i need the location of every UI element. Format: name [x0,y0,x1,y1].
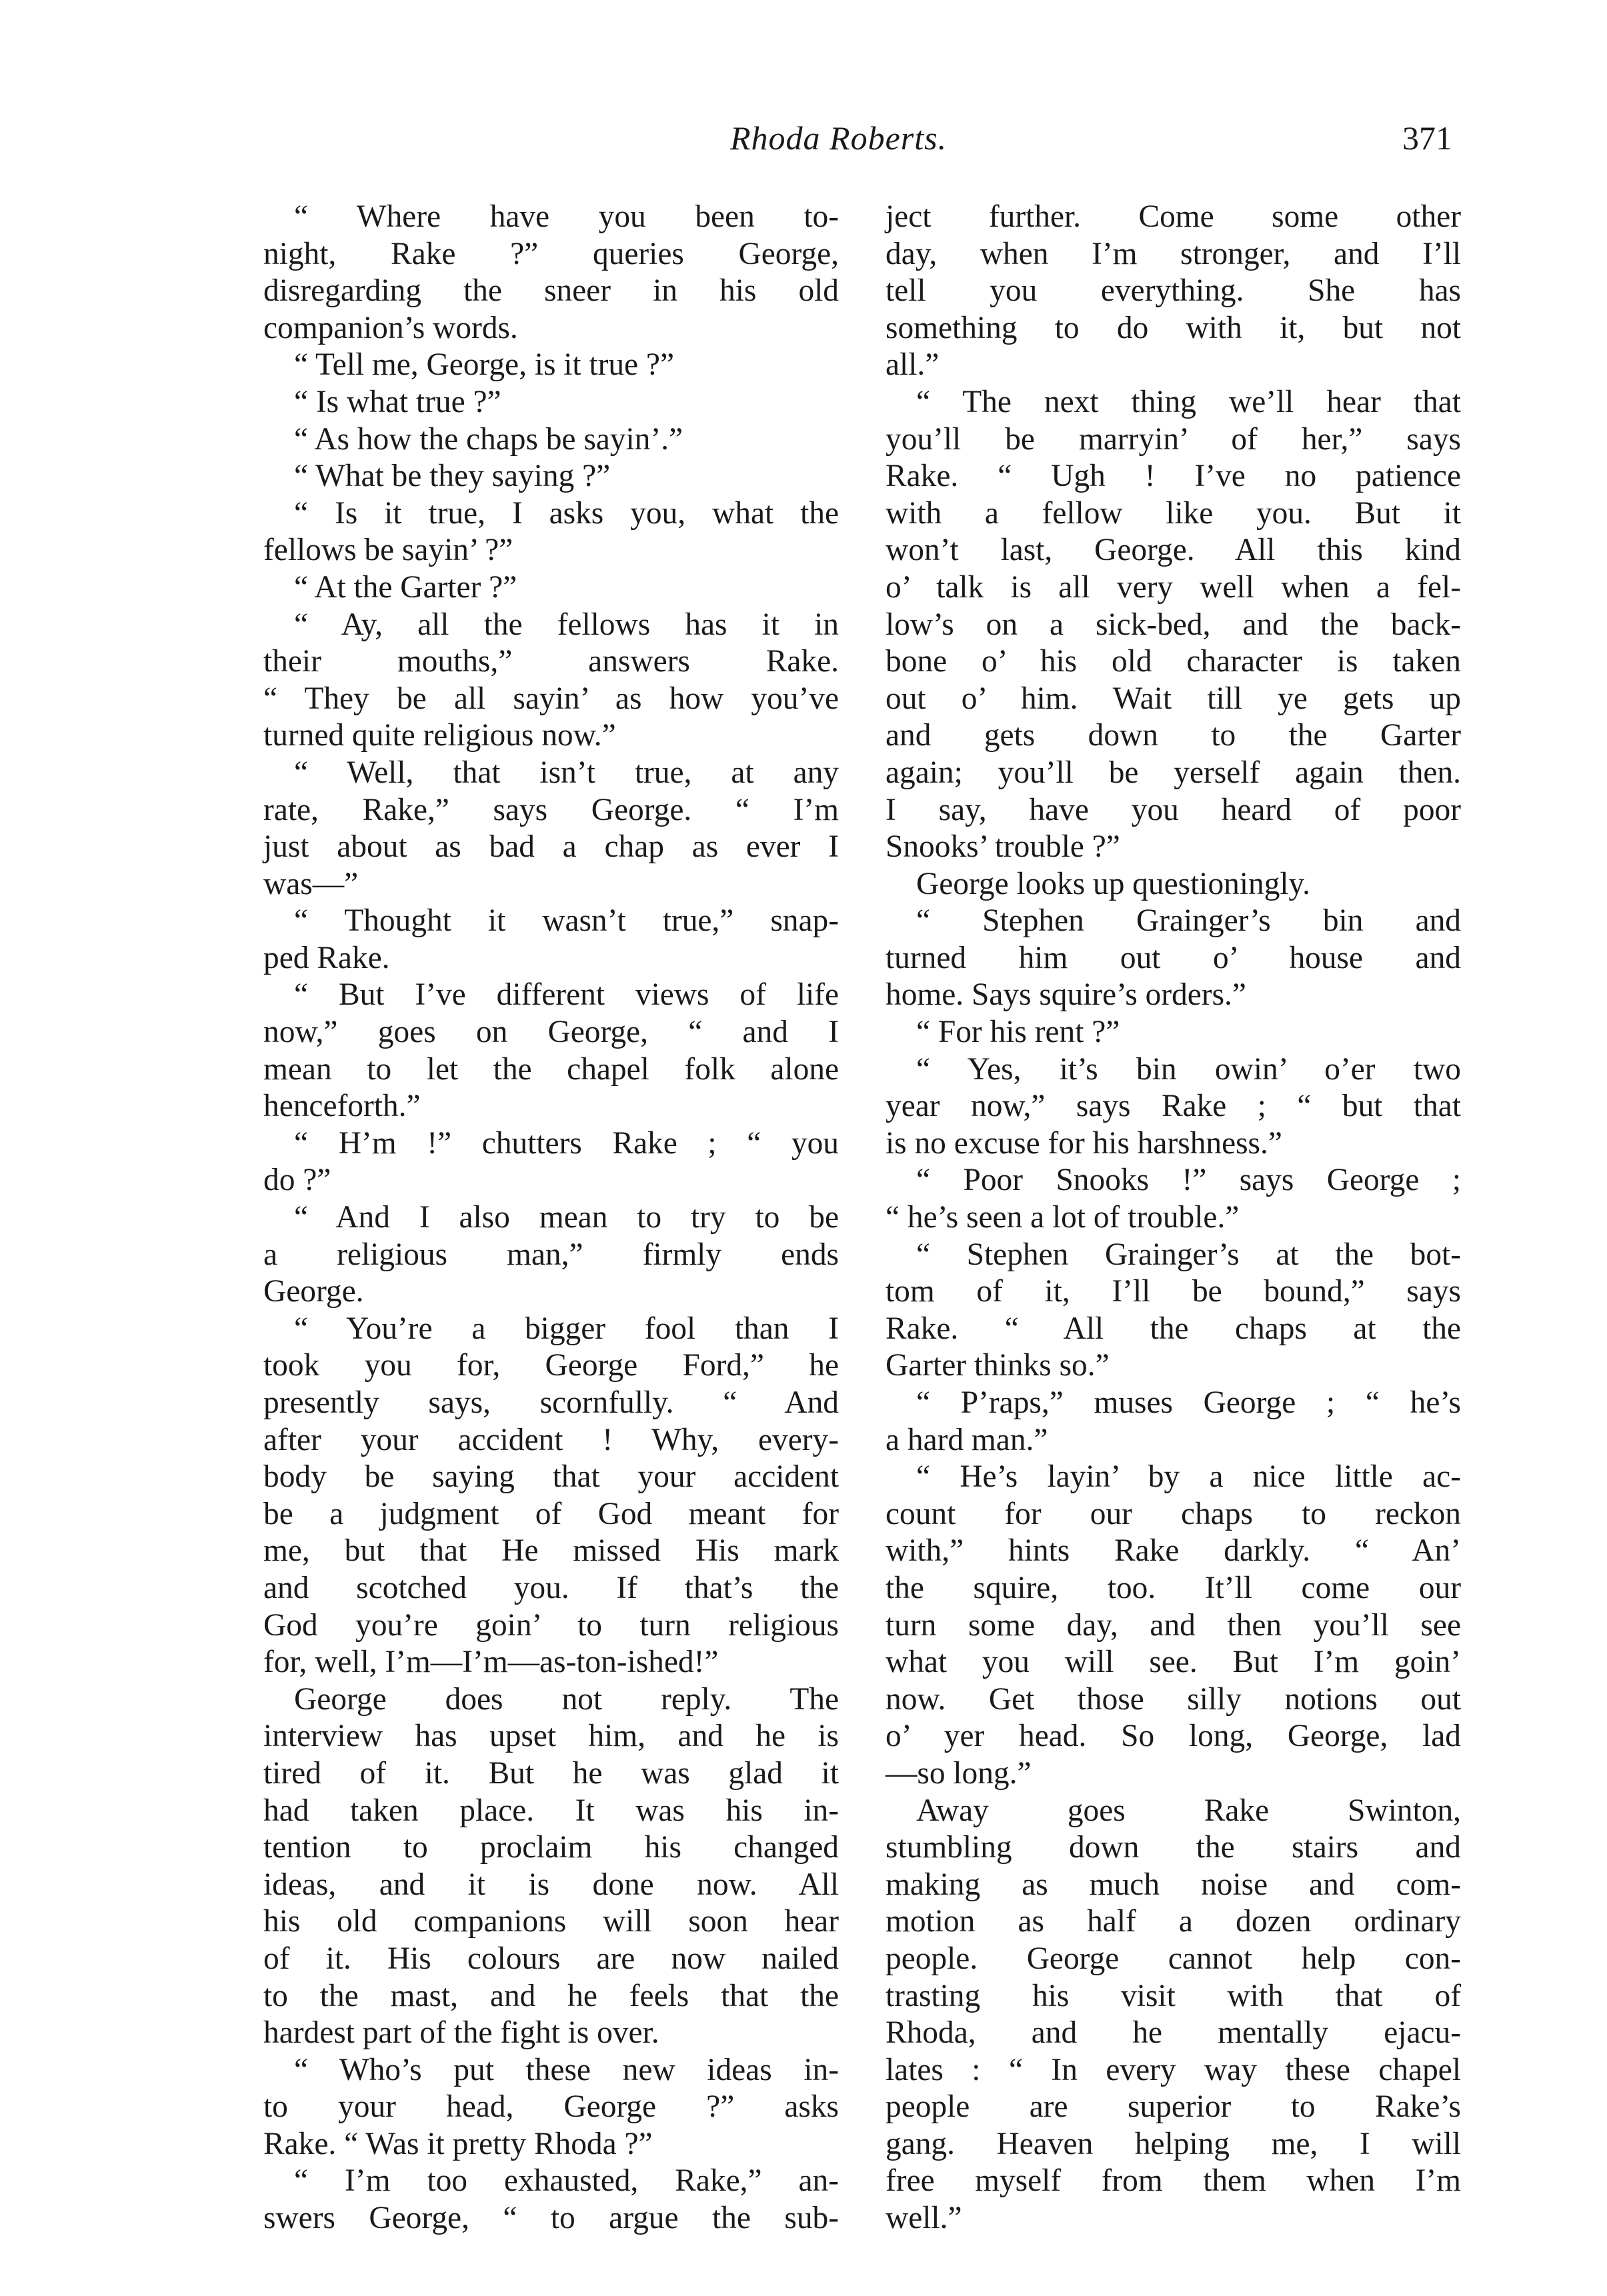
text-line: “ What be they saying ?” [294,459,611,494]
text-line: won’t last, George. All this kind [886,533,1461,568]
text-line: turned quite religious now.” [263,718,616,753]
text-line: Snooks’ trouble ?” [886,829,1120,865]
text-line: “ They be all sayin’ as how you’ve [263,681,839,716]
text-line: again; you’ll be yerself again then. [886,755,1461,790]
text-line: and gets down to the Garter [886,718,1461,753]
text-line: George does not reply. The [294,1681,839,1717]
text-line: free myself from them when I’m [886,2163,1461,2199]
text-line: “ As how the chaps be sayin’.” [294,421,683,457]
text-line: well.” [886,2201,962,2236]
text-line: ject further. Come some other [886,199,1461,234]
text-line: and scotched you. If that’s the [263,1570,839,1605]
text-column-right [886,199,1461,2237]
text-line: trasting his visit with that of [886,1978,1461,2013]
text-line: their mouths,” answers Rake. [263,644,839,679]
text-line: henceforth.” [263,1089,421,1124]
text-line: now,” goes on George, “ and I [263,1015,839,1050]
running-title: Rhoda Roberts. [730,119,948,157]
text-line: “ Stephen Grainger’s at the bot- [916,1237,1461,1272]
text-line: Rake. “ All the chaps at the [886,1311,1461,1346]
text-line: “ At the Garter ?” [294,569,517,605]
text-line: Rake. “ Ugh ! I’ve no patience [886,459,1461,494]
page-number: 371 [1402,119,1452,157]
text-line: tell you everything. She has [886,273,1461,309]
text-line: fellows be sayin’ ?” [263,533,513,568]
text-line: tired of it. But he was glad it [263,1755,839,1791]
text-line: disregarding the sneer in his old [263,273,839,309]
text-line: stumbling down the stairs and [886,1830,1461,1865]
text-line: I say, have you heard of poor [886,792,1461,827]
text-line: “ Ay, all the fellows has it in [294,607,839,642]
text-line: count for our chaps to reckon [886,1496,1461,1531]
text-line: “ For his rent ?” [916,1015,1120,1050]
text-line: Rake. “ Was it pretty Rhoda ?” [263,2126,653,2161]
text-line: turned him out o’ house and [886,940,1461,975]
text-line: Garter thinks so.” [886,1348,1110,1383]
text-line: “ Is what true ?” [294,384,501,419]
text-line: bone o’ his old character is taken [886,644,1461,679]
text-line: “ And I also mean to try to be [294,1200,839,1235]
text-line: to the mast, and he feels that the [263,1978,839,2013]
text-line: “ H’m !” chutters Rake ; “ you [294,1125,839,1161]
text-line: —so long.” [886,1755,1032,1791]
text-line: “ Thought it wasn’t true,” snap- [294,903,839,939]
text-line: do ?” [263,1163,331,1198]
text-line: was—” [263,866,359,901]
text-line: just about as bad a chap as ever I [263,829,839,865]
text-line: for, well, I’m—I’m—as-ton-ished!” [263,1645,719,1680]
text-line: a hard man.” [886,1422,1048,1457]
text-line: night, Rake ?” queries George, [263,236,839,271]
text-line: Rhoda, and he mentally ejacu- [886,2015,1461,2051]
text-line: year now,” says Rake ; “ but that [886,1089,1461,1124]
text-line: Away goes Rake Swinton, [916,1793,1461,1828]
text-line: home. Says squire’s orders.” [886,977,1246,1013]
text-line: interview has upset him, and he is [263,1719,839,1754]
text-line: rate, Rake,” says George. “ I’m [263,792,839,827]
text-line: his old companions will soon hear [263,1904,839,1939]
text-line: George. [263,1274,364,1309]
text-line: “ Well, that isn’t true, at any [294,755,839,790]
text-line: with,” hints Rake darkly. “ An’ [886,1533,1461,1569]
text-line: “ Who’s put these new ideas in- [294,2052,839,2087]
text-line: had taken place. It was his in- [263,1793,839,1828]
text-line: “ I’m too exhausted, Rake,” an- [294,2163,839,2199]
text-line: companion’s words. [263,310,518,345]
text-line: body be saying that your accident [263,1459,839,1495]
text-line: “ You’re a bigger fool than I [294,1311,839,1346]
text-line: with a fellow like you. But it [886,495,1461,531]
text-line: presently says, scornfully. “ And [263,1385,839,1420]
text-line: lates : “ In every way these chapel [886,2052,1461,2087]
text-line: gang. Heaven helping me, I will [886,2126,1461,2161]
text-line: mean to let the chapel folk alone [263,1051,839,1087]
text-line: God you’re goin’ to turn religious [263,1607,839,1643]
text-line: tention to proclaim his changed [263,1830,839,1865]
text-line: “ He’s layin’ by a nice little ac- [916,1459,1461,1495]
text-line: what you will see. But I’m goin’ [886,1645,1461,1680]
text-line: me, but that He missed His mark [263,1533,839,1569]
text-line: low’s on a sick-bed, and the back- [886,607,1461,642]
text-line: “ P’raps,” muses George ; “ he’s [916,1385,1461,1420]
text-line: you’ll be marryin’ of her,” says [886,421,1461,457]
text-line: after your accident ! Why, every- [263,1422,839,1457]
text-line: o’ talk is all very well when a fel- [886,569,1461,605]
text-line: out o’ him. Wait till ye gets up [886,681,1461,716]
text-line: “ Yes, it’s bin owin’ o’er two [916,1051,1461,1087]
text-line: people are superior to Rake’s [886,2089,1461,2125]
text-line: now. Get those silly notions out [886,1681,1461,1717]
text-line: the squire, too. It’ll come our [886,1570,1461,1605]
text-line: be a judgment of God meant for [263,1496,839,1531]
text-line: George looks up questioningly. [916,866,1311,901]
text-line: making as much noise and com- [886,1867,1461,1902]
text-line: swers George, “ to argue the sub- [263,2201,839,2236]
text-line: all.” [886,347,940,383]
text-line: turn some day, and then you’ll see [886,1607,1461,1643]
text-line: “ Where have you been to- [294,199,839,234]
text-line: to your head, George ?” asks [263,2089,839,2125]
text-line: “ he’s seen a lot of trouble.” [886,1200,1240,1235]
text-line: o’ yer head. So long, George, lad [886,1719,1461,1754]
text-line: of it. His colours are now nailed [263,1941,839,1976]
text-line: is no excuse for his harshness.” [886,1125,1282,1161]
text-line: “ But I’ve different views of life [294,977,839,1013]
text-line: “ Is it true, I asks you, what the [294,495,839,531]
text-line: ped Rake. [263,940,390,975]
text-line: a religious man,” firmly ends [263,1237,839,1272]
text-line: ideas, and it is done now. All [263,1867,839,1902]
text-line: something to do with it, but not [886,310,1461,345]
text-line: motion as half a dozen ordinary [886,1904,1461,1939]
text-column-left [263,199,839,2237]
text-line: “ Tell me, George, is it true ?” [294,347,675,383]
text-line: took you for, George Ford,” he [263,1348,839,1383]
text-line: people. George cannot help con- [886,1941,1461,1976]
text-line: day, when I’m stronger, and I’ll [886,236,1461,271]
text-line: “ Stephen Grainger’s bin and [916,903,1461,939]
text-line: “ The next thing we’ll hear that [916,384,1461,419]
text-line: “ Poor Snooks !” says George ; [916,1163,1461,1198]
text-line: tom of it, I’ll be bound,” says [886,1274,1461,1309]
text-line: hardest part of the fight is over. [263,2015,659,2051]
